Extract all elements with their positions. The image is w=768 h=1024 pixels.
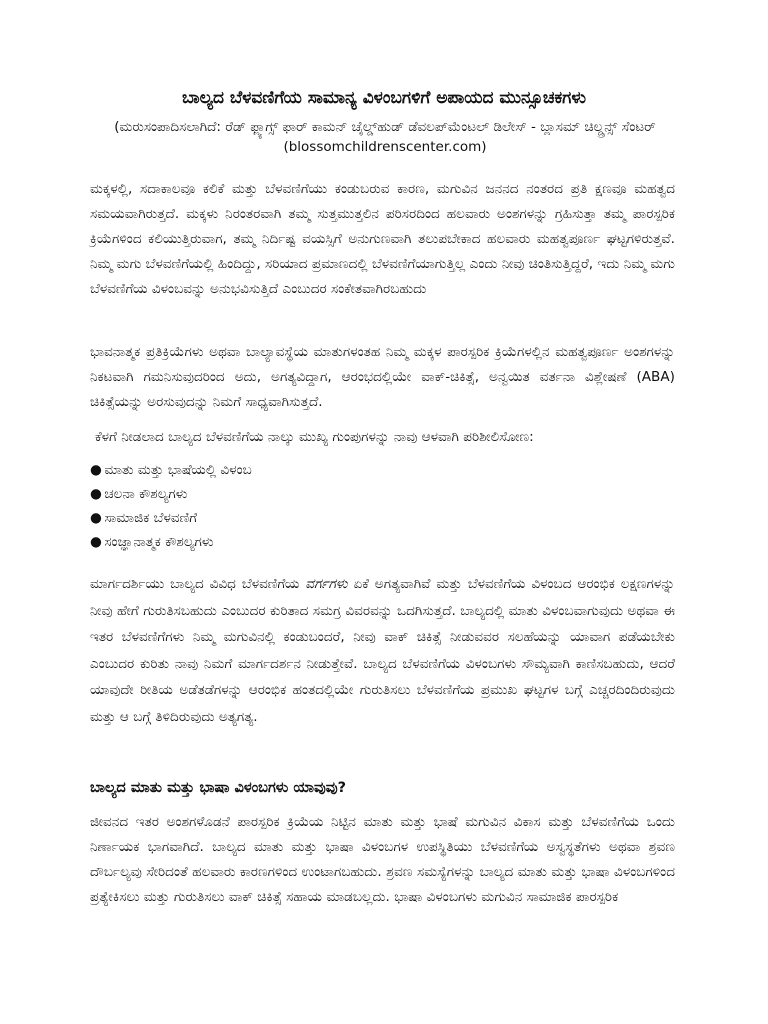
paragraph-3-emphasis: ವರ್ಗಗಳು [305, 576, 348, 592]
bullet-icon: ● [90, 486, 102, 502]
category-list [90, 458, 670, 554]
document-subtitle: (ಮರುಸಂಪಾದಿಸಲಾಗಿದೆ: ರೆಡ್ ಫ್ಲ್ಯಾಗ್ಸ್ ಫಾರ್ ಕಾಮನ್ ಚೈಲ್ಡ್‌ಹುಡ್ ಡೆವಲಪ್‌ಮೆಂಟಲ್ ಡಿಲೇಸ್ - ಬ್ಲಾಸಮ್ ಚಿಲ್ಡ್ರನ್ಸ್ ಸೆಂಟರ್ (blossomchildrenscenter.com) [114, 119, 656, 155]
list-item-label: ಮಾತು ಮತ್ತು ಭಾಷೆಯಲ್ಲಿ ವಿಳಂಬ [104, 462, 252, 478]
paragraph-3 [90, 571, 675, 730]
bullet-icon: ● [90, 534, 102, 550]
list-item [90, 506, 670, 530]
bullet-icon: ● [90, 462, 102, 478]
paragraph-1: ಮಕ್ಕಳಲ್ಲಿ, ಸದಾಕಾಲವೂ ಕಲಿಕೆ ಮತ್ತು ಬೆಳವಣಿಗೆಯು ಕಂಡುಬರುವ ಕಾರಣ, ಮಗುವಿನ ಜನನದ ನಂತರದ ಪ್ರತಿ ಕ್ಷಣವೂ ಮಹತ್ವದ ಸಮಯವಾಗಿರುತ್ತದೆ. ಮಕ್ಕಳು ನಿರಂತರವಾಗಿ ತಮ್ಮ ಸುತ್ತಮುತ್ತಲಿನ ಪರಿಸರದಿಂದ ಹಲವಾರು ಅಂಶಗಳನ್ನು ಗ್ರಹಿಸುತ್ತಾ ತಮ್ಮ ಪಾರಸ್ಪರಿಕ ಕ್ರಿಯೆಗಳಿಂದ ಕಲಿಯುತ್ತಿರುವಾಗ, ತಮ್ಮ ನಿರ್ದಿಷ್ಟ ವಯಸ್ಸಿಗೆ ಅನುಗುಣವಾಗಿ ತಲುಪಬೇಕಾದ ಹಲವಾರು ಮಹತ್ವಪೂರ್ಣ ಘಟ್ಟಗಳಿರುತ್ತವೆ. ನಿಮ್ಮ ಮಗು ಬೆಳವಣಿಗೆಯಲ್ಲಿ ಹಿಂದಿದ್ದು, ಸರಿಯಾದ ಪ್ರಮಾಣದಲ್ಲಿ ಬೆಳವಣಿಗೆಯಾಗುತ್ತಿಲ್ಲ ಎಂದು ನೀವು ಚಿಂತಿಸುತ್ತಿದ್ದರೆ, ಇದು ನಿಮ್ಮ ಮಗು ಬೆಳವಣಿಗೆಯ ವಿಳಂಬವನ್ನು ಅನುಭವಿಸುತ್ತಿದೆ ಎಂಬುದರ ಸಂಕೇತವಾಗಿರಬಹುದು [90, 181, 675, 297]
paragraph-3-rest: ಏಕೆ ಅಗತ್ಯವಾಗಿವೆ ಮತ್ತು ಬೆಳವಣಿಗೆಯ ವಿಳಂಬದ ಆರಂಭಿಕ ಲಕ್ಷಣಗಳನ್ನು ನೀವು ಹೇಗೆ ಗುರುತಿಸಬಹುದು ಎಂಬುದರ ಕುರಿತಾದ ಸಮಗ್ರ ವಿವರವನ್ನು ಒದಗಿಸುತ್ತದೆ. ಬಾಲ್ಯದಲ್ಲಿ ಮಾತು ವಿಳಂಬವಾಗುವುದು ಅಥವಾ ಈ ಇತರ ಬೆಳವಣಿಗೆಗಳು ನಿಮ್ಮ ಮಗುವಿನಲ್ಲಿ ಕಂಡುಬಂದರೆ, ನೀವು ವಾಕ್ ಚಿಕಿತ್ಸೆ ನೀಡುವವರ ಸಲಹೆಯನ್ನು ಯಾವಾಗ ಪಡೆಯಬೇಕು ಎಂಬುದರ ಕುರಿತು ನಾವು ನಿಮಗೆ ಮಾರ್ಗದರ್ಶನ ನೀಡುತ್ತೇವೆ. ಬಾಲ್ಯದ ಬೆಳವಣಿಗೆಯ ವಿಳಂಬಗಳು ಸೌಮ್ಯವಾಗಿ ಕಾಣಿಸಬಹುದು, ಆದರೆ ಯಾವುದೇ ರೀತಿಯ ಅಡೆತಡೆಗಳನ್ನು ಆರಂಭಿಕ ಹಂತದಲ್ಲಿಯೇ ಗುರುತಿಸಲು ಬೆಳವಣಿಗೆಯ ಪ್ರಮುಖ ಘಟ್ಟಗಳ ಬಗ್ಗೆ ಎಚ್ಚರದಿಂದಿರುವುದು ಮತ್ತು ಆ ಬಗ್ಗೆ ತಿಳಿದಿರುವುದು ಅತ್ಯಗತ್ಯ. [90, 576, 675, 725]
list-item [90, 530, 670, 554]
list-intro: ಕೆಳಗೆ ನೀಡಲಾದ ಬಾಲ್ಯದ ಬೆಳವಣಿಗೆಯ ನಾಲ್ಕು ಮುಖ್ಯ ಗುಂಪುಗಳನ್ನು ನಾವು ಆಳವಾಗಿ ಪರಿಶೀಲಿಸೋಣ: [95, 429, 534, 445]
list-item-label: ಚಲನಾ ಕೌಶಲ್ಯಗಳು [104, 486, 188, 502]
section-heading: ಬಾಲ್ಯದ ಮಾತು ಮತ್ತು ಭಾಷಾ ವಿಳಂಬಗಳು ಯಾವುವು? [90, 780, 347, 796]
list-item-label: ಸಾಮಾಜಿಕ ಬೆಳವಣಿಗೆ [104, 510, 198, 526]
list-item-label: ಸಂಜ್ಞಾನಾತ್ಮಕ ಕೌಶಲ್ಯಗಳು [104, 534, 214, 550]
paragraph-4: ಜೀವನದ ಇತರ ಅಂಶಗಳೊಡನೆ ಪಾರಸ್ಪರಿಕ ಕ್ರಿಯೆಯ ನಿಟ್ಟಿನ ಮಾತು ಮತ್ತು ಭಾಷೆ ಮಗುವಿನ ವಿಕಾಸ ಮತ್ತು ಬೆಳವಣಿಗೆಯ ಒಂದು ನಿರ್ಣಾಯಕ ಭಾಗವಾಗಿದೆ. ಬಾಲ್ಯದ ಮಾತು ಮತ್ತು ಭಾಷಾ ವಿಳಂಬಗಳ ಉಪಸ್ಥಿತಿಯು ಬೆಳವಣಿಗೆಯ ಅಸ್ವಸ್ಥತೆಗಳು ಅಥವಾ ಶ್ರವಣ ದೌರ್ಬಲ್ಯವು ಸೇರಿದಂತೆ ಹಲವಾರು ಕಾರಣಗಳಿಂದ ಉಂಟಾಗಬಹುದು. ಶ್ರವಣ ಸಮಸ್ಯೆಗಳನ್ನು ಬಾಲ್ಯದ ಮಾತು ಮತ್ತು ಭಾಷಾ ವಿಳಂಬಗಳಿಂದ ಪ್ರತ್ಯೇಕಿಸಲು ಮತ್ತು ಗುರುತಿಸಲು ವಾಕ್ ಚಿಕಿತ್ಸೆ ಸಹಾಯ ಮಾಡಬಲ್ಲದು. ಭಾಷಾ ವಿಳಂಬಗಳು ಮಗುವಿನ ಸಾಮಾಜಿಕ ಪಾರಸ್ಪರಿಕ [90, 814, 675, 905]
paragraph-2: ಭಾವನಾತ್ಮಕ ಪ್ರತಿಕ್ರಿಯೆಗಳು ಅಥವಾ ಬಾಲ್ಯಾವಸ್ಥೆಯ ಮಾತುಗಳಂತಹ ನಿಮ್ಮ ಮಕ್ಕಳ ಪಾರಸ್ಪರಿಕ ಕ್ರಿಯೆಗಳಲ್ಲಿನ ಮಹತ್ವಪೂರ್ಣ ಅಂಶಗಳನ್ನು ನಿಕಟವಾಗಿ ಗಮನಿಸುವುದರಿಂದ ಅದು, ಅಗತ್ಯವಿದ್ದಾಗ, ಆರಂಭದಲ್ಲಿಯೇ ವಾಕ್-ಚಿಕಿತ್ಸೆ, ಅನ್ವಯಿತ ವರ್ತನಾ ವಿಶ್ಲೇಷಣೆ (ABA) ಚಿಕಿತ್ಸೆಯನ್ನು ಅರಸುವುದನ್ನು ನಿಮಗೆ ಸಾಧ್ಯವಾಗಿಸುತ್ತದೆ. [90, 344, 675, 410]
document-title: ಬಾಲ್ಯದ ಬೆಳವಣಿಗೆಯ ಸಾಮಾನ್ಯ ವಿಳಂಬಗಳಿಗೆ ಅಪಾಯದ ಮುನ್ಸೂಚಕಗಳು [181, 88, 587, 108]
list-item [90, 458, 670, 482]
bullet-icon: ● [90, 510, 102, 526]
paragraph-3-start: ಮಾರ್ಗದರ್ಶಿಯು ಬಾಲ್ಯದ ವಿವಿಧ ಬೆಳವಣಿಗೆಯ [90, 576, 306, 592]
list-item [90, 482, 670, 506]
